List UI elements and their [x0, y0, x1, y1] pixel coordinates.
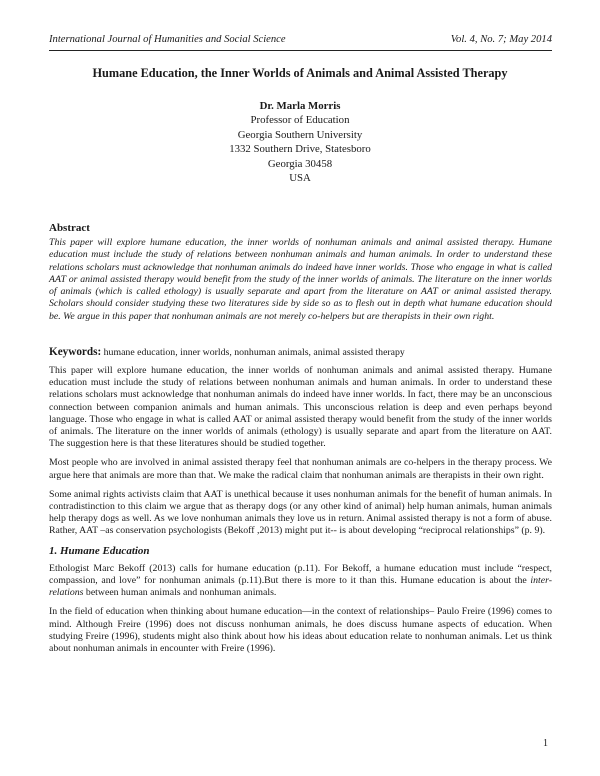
section-heading: 1. Humane Education: [49, 544, 150, 557]
abstract-heading: Abstract: [49, 222, 90, 234]
paper-title: Humane Education, the Inner Worlds of Animals and Animal Assisted Therapy: [92, 66, 508, 80]
author-block: [0, 99, 600, 185]
author-university: Georgia Southern University: [237, 128, 363, 141]
header-rule: [49, 50, 552, 51]
body-text: [49, 365, 552, 662]
keywords-line: [49, 346, 560, 358]
keywords-label: Keywords:: [49, 346, 102, 358]
abstract-text: This paper will explore humane education, the inner worlds of nonhuman animals and animal assisted therapy. Humane education must include the study of relations between nonhuman animals and human animals. In order to understand these relations scholars must acknowledge that nonhuman animals do indeed have inner worlds. Those who engage in what is called AAT or animal assisted therapy would benefit from the study of the inner worlds of animals. The literature on the inner worlds of animals (which is called ethology) is usually separate and apart from the literature on AAT or animal assisted therapy. Scholars should consider studying these two literatures side by side so as to flesh out in depth what humane education should be. We argue in this paper that nonhuman animals are not merely co-helpers but are therapists in their own right.: [49, 237, 552, 322]
author-state-zip: Georgia 30458: [267, 157, 333, 170]
paragraph-text: Ethologist Marc Bekoff (2013) calls for humane education (p.11). For Bekoff, a humane education must include “respect, compassion, and love” for nonhuman animals (p.11).But there is more to it than this. Humane education is about the: [49, 562, 552, 587]
paragraph: This paper will explore humane education, the inner worlds of nonhuman animals and animal assisted therapy. Humane education must include the study of relations between nonhuman animals and human animals. In order to understand these relations scholars must acknowledge that nonhuman animals do indeed have inner worlds. In fact, there may be an unconscious connection between companion animals and human animals. This unconscious relation is deep and even perhaps beyond language. Those who engage in what is called AAT or animal assisted therapy would benefit from the study of the inner worlds of animals. The literature on the inner worlds of animals (ethology) is usually separate and apart from the literature on AAT. The suggestion here is that these literatures should be studied together.: [49, 365, 552, 450]
author-position: Professor of Education: [250, 114, 350, 127]
author-country: USA: [289, 172, 311, 185]
journal-name: International Journal of Humanities and Social Science: [49, 34, 286, 45]
emphasis-text: inter-relations: [49, 575, 552, 599]
author-name: Dr. Marla Morris: [259, 100, 341, 112]
keywords-text: humane education, inner worlds, nonhuman animals, animal assisted therapy: [101, 347, 405, 358]
paragraph: [49, 563, 552, 600]
paragraph-text: between human animals and nonhuman animals.: [83, 587, 277, 599]
running-header: [49, 34, 552, 48]
paragraph: Some animal rights activists claim that AAT is unethical because it uses nonhuman animals for the benefit of human animals. In contradistinction to this claim we argue that as therapy dogs (or any other kind of animal) help human animals, human animals help therapy dogs as well. As we love nonhuman animals they love us in return. Animal assisted therapy is not a form of abuse. Rather, AAT –as conservation psychologists (Bekoff ,2013) might put it-- is about developing “reciprocal relationships” (p. 9).: [49, 488, 552, 537]
paragraph: In the field of education when thinking about humane education—in the context of relationships– Paulo Freire (1996) comes to mind. Although Freire (1996) does not discuss nonhuman animals, he does discuss humane aspects of education. When studying Freire (1996), students might also think about how his ideas about education relate to nonhuman animals. Let us think about nonhuman animals in encounter with Freire (1996).: [49, 606, 552, 655]
paragraph: Most people who are involved in animal assisted therapy feel that nonhuman animals are co-helpers in the therapy process. We argue here that animals are more than that. We make the radical claim that nonhuman animals are therapists in their own right.: [49, 457, 552, 481]
author-street: 1332 Southern Drive, Statesboro: [229, 143, 371, 156]
page-number: 1: [543, 738, 548, 749]
volume-info: Vol. 4, No. 7; May 2014: [450, 34, 552, 45]
